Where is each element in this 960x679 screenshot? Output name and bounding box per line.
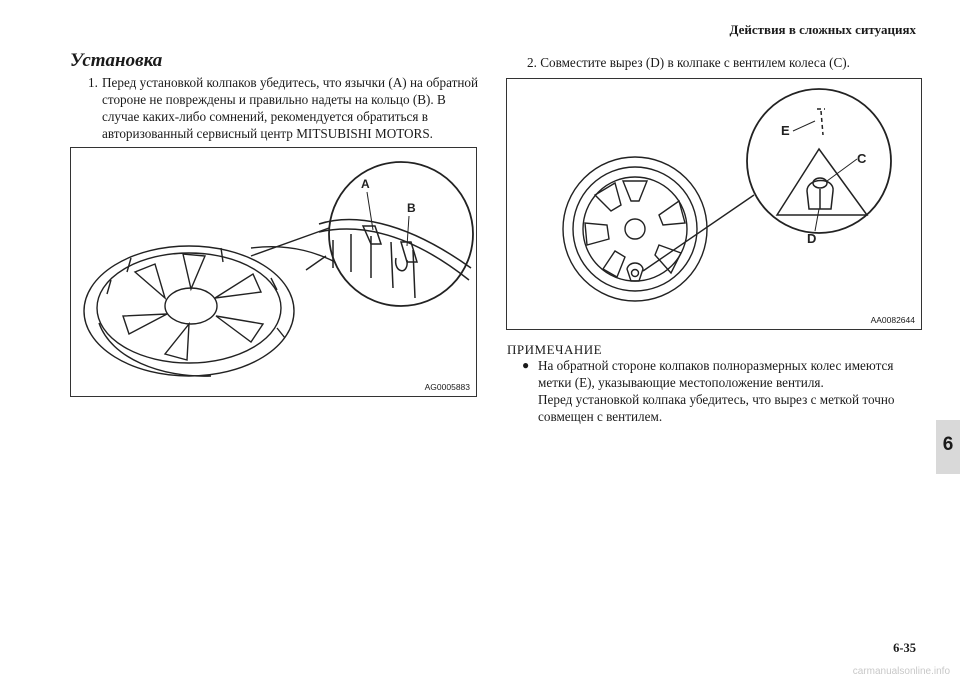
figure-hubcap-front — [506, 78, 922, 330]
label-c: C — [857, 151, 867, 166]
chapter-tab — [936, 420, 960, 474]
step-1-number: 1. — [88, 75, 98, 90]
note-text-2: Перед установкой колпака убедитесь, что вырез с меткой точно совмещен с вентилем. — [538, 392, 895, 424]
note-body — [522, 357, 922, 425]
hubcap-back-illustration — [71, 148, 476, 396]
page-number: 6-35 — [893, 641, 916, 655]
step-1 — [88, 74, 483, 142]
figure-code: AG0005883 — [424, 382, 470, 392]
note-title: ПРИМЕЧАНИЕ — [507, 342, 603, 357]
bullet-icon: ● — [522, 358, 530, 372]
step-2-number: 2. — [527, 55, 537, 70]
watermark: carmanualsonline.info — [852, 666, 950, 677]
hubcap-front-illustration — [507, 79, 921, 329]
figure-code: AA0082644 — [870, 315, 915, 325]
running-header: Действия в сложных ситуациях — [729, 22, 916, 37]
step-2 — [527, 55, 850, 71]
note-text-1: На обратной стороне колпаков полноразмерных колес имеются метки (E), указывающие местоположение вентиля. — [538, 358, 894, 390]
label-a: A — [361, 177, 370, 191]
label-d: D — [807, 231, 817, 246]
figure-hubcap-back — [70, 147, 477, 397]
section-title: Установка — [70, 50, 163, 71]
step-2-text: Совместите вырез (D) в колпаке с вентилем колеса (C). — [540, 55, 850, 70]
label-b: B — [407, 201, 416, 215]
label-e: E — [781, 123, 790, 138]
step-1-text: Перед установкой колпаков убедитесь, что язычки (A) на обратной стороне не повреждены и правильно надеты на кольцо (B). В случае каких-либо сомнений, рекомендуется обратиться в авторизованный сервисный центр MITSUBISHI MOTORS. — [102, 75, 479, 141]
chapter-number: 6 — [942, 434, 954, 455]
